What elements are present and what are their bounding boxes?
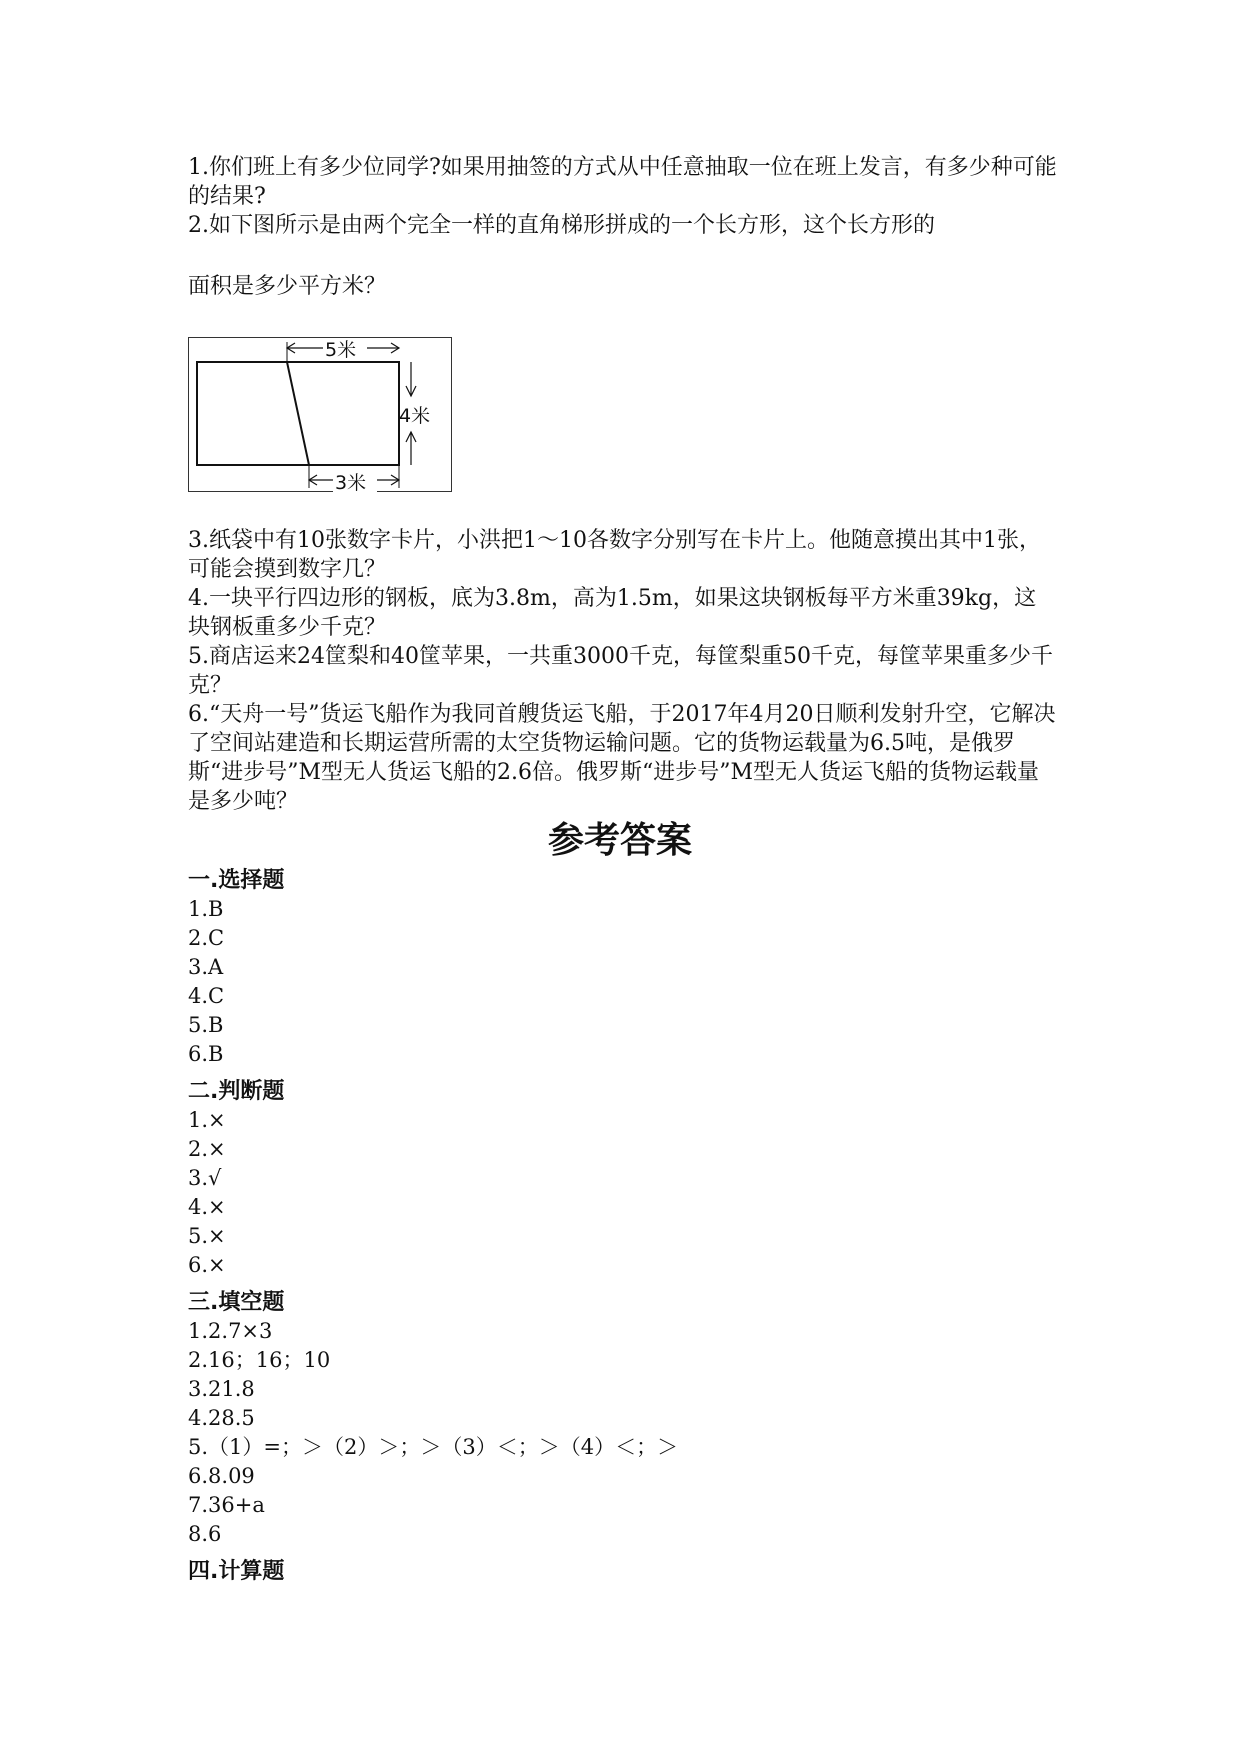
section-heading-fill-blank: 三.填空题 xyxy=(188,1290,285,1315)
answer-choice-4: 4.C xyxy=(188,984,225,1008)
question-2: 2.如下图所示是由两个完全一样的直角梯形拼成的一个长方形，这个长方形的 xyxy=(188,213,935,238)
answer-fill-1: 1.2.7×3 xyxy=(188,1319,273,1343)
answer-choice-3: 3.A xyxy=(188,955,224,979)
answer-judge-3: 3.√ xyxy=(188,1166,222,1190)
answer-judge-2: 2.× xyxy=(188,1137,226,1161)
question-2-continued: 面积是多少平方米？ xyxy=(188,274,387,299)
answer-judge-6: 6.× xyxy=(188,1253,226,1277)
answer-judge-4: 4.× xyxy=(188,1195,226,1219)
side-dimension-label: 4米 xyxy=(399,405,431,427)
question-1: 1.你们班上有多少位同学?如果用抽签的方式从中任意抽取一位在班上发言，有多少种可能的结果? xyxy=(188,155,1057,209)
answer-fill-6: 6.8.09 xyxy=(188,1464,255,1488)
question-4: 4.一块平行四边形的钢板，底为3.8m，高为1.5m，如果这块钢板每平方米重39kg，这块钢板重多少千克？ xyxy=(188,586,1037,640)
answer-key-title: 参考答案 xyxy=(547,820,692,861)
answer-fill-7: 7.36+a xyxy=(188,1493,265,1517)
section-heading-choice: 一.选择题 xyxy=(188,868,285,893)
question-3: 3.纸袋中有10张数字卡片，小洪把1～10各数字分别写在卡片上。他随意摸出其中1张，可能会摸到数字几？ xyxy=(188,528,1041,582)
answer-fill-8: 8.6 xyxy=(188,1522,222,1546)
answer-fill-3: 3.21.8 xyxy=(188,1377,255,1401)
answer-choice-1: 1.B xyxy=(188,897,224,921)
answer-choice-5: 5.B xyxy=(188,1013,224,1037)
answer-choice-2: 2.C xyxy=(188,926,225,950)
question-6: 6.“天舟一号”货运飞船作为我同首艘货运飞船，于2017年4月20日顺利发射升空，它解决了空间站建造和长期运营所需的太空货物运输问题。它的货物运载量为6.5吨，是俄罗斯“进步号”M型无人货运飞船的2.6倍。俄罗斯“进步号”M型无人货运飞船的货物运载量是多少吨？ xyxy=(188,702,1056,814)
answer-choice-6: 6.B xyxy=(188,1042,224,1066)
top-dimension-label: 5米 xyxy=(325,339,357,361)
trapezoid-rectangle-figure xyxy=(188,337,452,492)
answer-fill-2: 2.16；16；10 xyxy=(188,1348,331,1372)
answer-fill-5: 5.（1）=；＞（2）＞；＞（3）＜；＞（4）＜；＞ xyxy=(188,1435,679,1459)
bottom-dimension-label: 3米 xyxy=(335,472,367,493)
answer-judge-5: 5.× xyxy=(188,1224,226,1248)
section-heading-calculation: 四.计算题 xyxy=(188,1559,285,1584)
question-5: 5.商店运来24筐梨和40筐苹果，一共重3000千克，每筐梨重50千克，每筐苹果重多少千克？ xyxy=(188,644,1053,698)
section-heading-judgement: 二.判断题 xyxy=(188,1079,285,1104)
trapezoid-divider-line xyxy=(287,362,309,465)
answer-judge-1: 1.× xyxy=(188,1108,226,1132)
answer-fill-4: 4.28.5 xyxy=(188,1406,255,1430)
